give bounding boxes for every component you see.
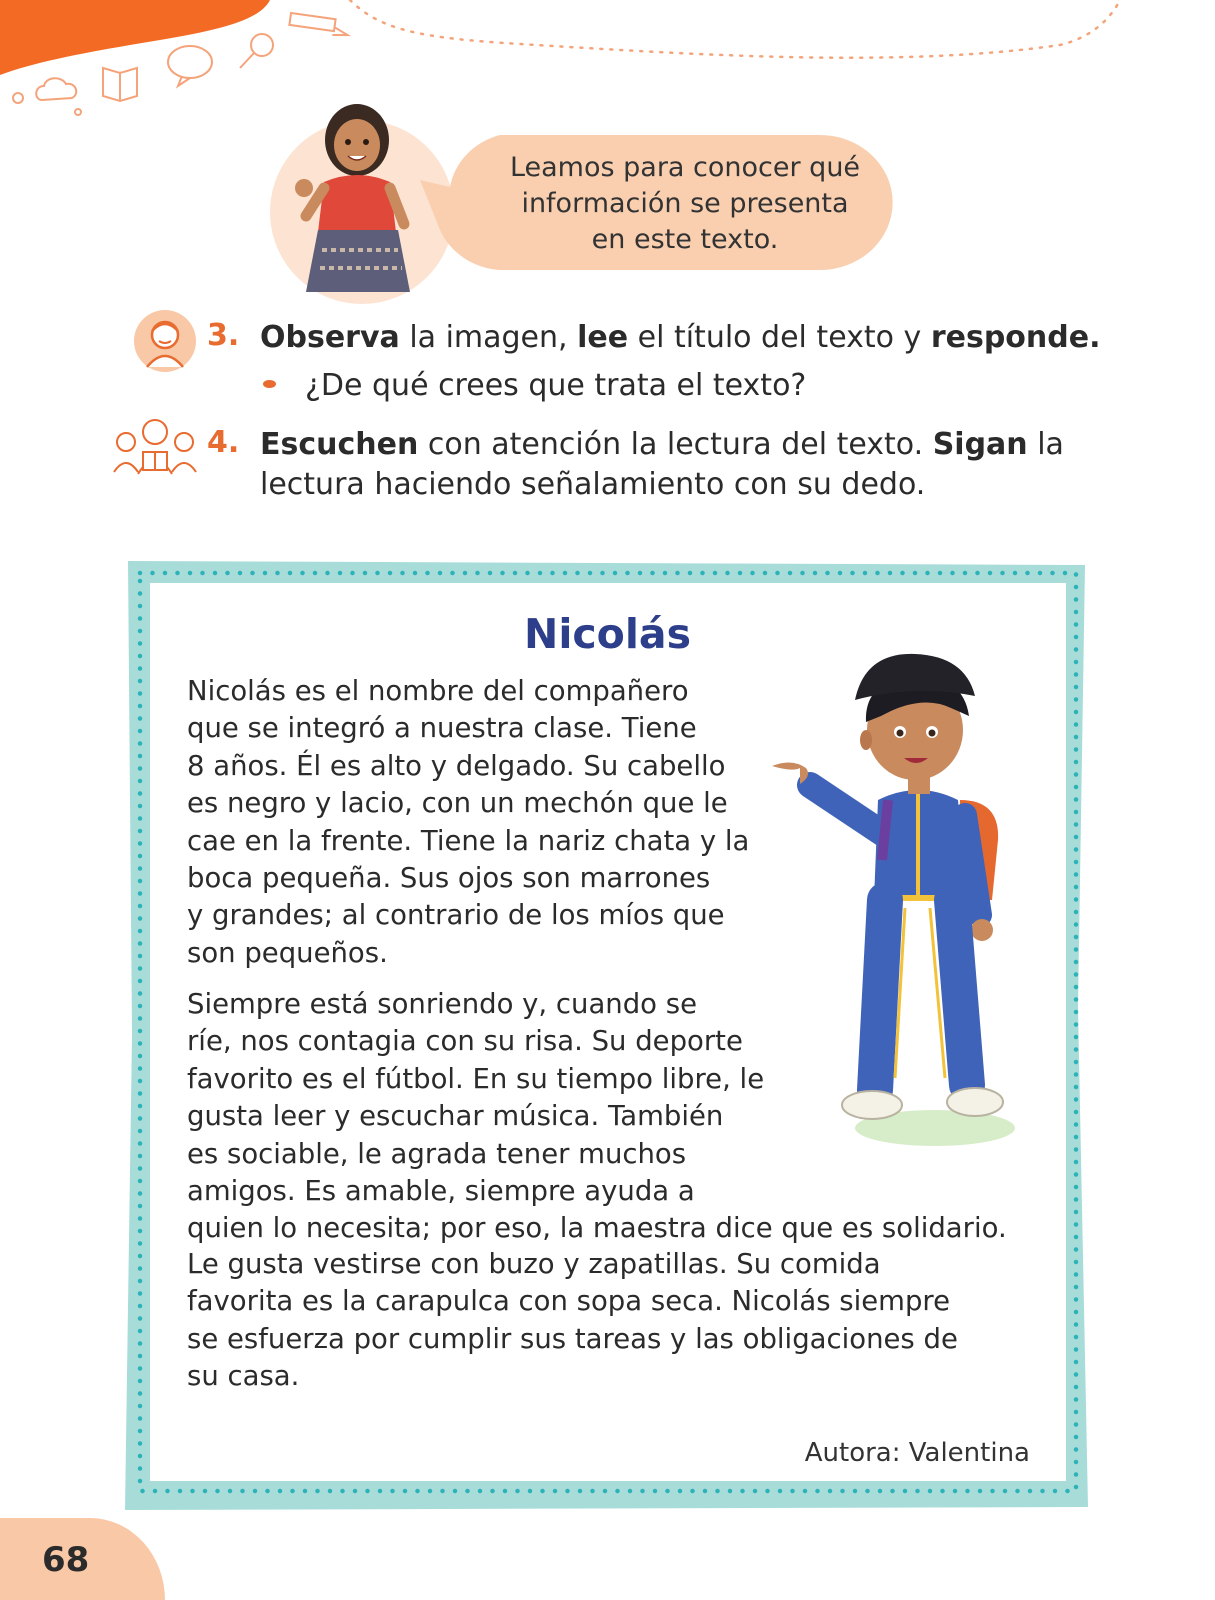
boy-illustration [770,650,1050,1160]
text-line: ríe, nos contagia con su risa. Su deporte [187,1025,743,1058]
group-reading-icon [110,414,200,476]
instruction-text: el título del texto y [628,320,931,355]
instruction-3-text [260,318,1120,358]
instruction-text: la lectura haciendo señalamiento con su dedo. [260,427,1064,502]
story-author: Autora: Valentina [804,1438,1030,1468]
book-icon [103,68,137,101]
story-title: Nicolás [524,610,691,658]
text-line: Nicolás es el nombre del compañero [187,675,689,707]
text-line: cae en la frente. Tiene la nariz chata y la [187,824,750,857]
student-icon [133,309,197,373]
text-line: es negro y lacio, con un mechón que le [187,787,728,820]
speech-bubble-text [480,150,890,258]
prediction-question: ¿De qué crees que trata el texto? [305,368,807,403]
story-paragraph-3 [187,1246,1017,1396]
text-line: su casa. [187,1360,300,1393]
story-paragraph-1 [187,673,777,972]
cloud-icon [13,78,81,115]
instruction-bold: lee [577,320,629,355]
instruction-4-text [260,425,1090,505]
instruction-text: la imagen, [399,320,578,355]
header-decoration [0,0,1215,130]
speech-line: Leamos para conocer qué [509,152,861,183]
instruction-bold: responde. [930,320,1101,355]
instruction-text: con atención la lectura del texto. [418,427,933,462]
text-line: favorita es la carapulca con sopa seca. Nicolás siempre [187,1285,951,1318]
bullet-point [263,380,276,388]
instruction-bold: Escuchen [260,427,419,462]
instruction-bold: Observa [260,320,400,355]
instruction-number: 4. [207,425,240,460]
instruction-bold: Sigan [932,427,1028,462]
text-line: es sociable, le agrada tener muchos [187,1137,687,1170]
text-line: 8 años. Él es alto y delgado. Su cabello [187,749,726,782]
text-line: son pequeños. [187,936,388,969]
pencil-icon [289,13,348,37]
text-line: Siempre está sonriendo y, cuando se [187,988,697,1020]
speech-line: en este texto. [591,224,779,255]
text-line: favorito es el fútbol. En su tiempo libre, le [187,1062,765,1095]
text-line: amigos. Es amable, siempre ayuda a [187,1175,695,1208]
instruction-number: 3. [207,318,240,353]
text-line: boca pequeña. Sus ojos son marrones [187,862,711,895]
text-line: gusta leer y escuchar música. También [187,1100,724,1133]
speech-line: información se presenta [521,188,849,219]
text-line: y grandes; al contrario de los míos que [187,899,725,932]
text-line: Le gusta vestirse con buzo y zapatillas. Su comida [187,1248,881,1280]
page-number: 68 [42,1540,90,1580]
text-line: que se integró a nuestra clase. Tiene [187,712,697,745]
speech-icon [168,46,212,86]
magnifier-icon [240,34,273,68]
text-line: se esfuerza por cumplir sus tareas y las obligaciones de [187,1322,958,1355]
text-line: quien lo necesita; por eso, la maestra dice que es solidario. [187,1212,1007,1245]
